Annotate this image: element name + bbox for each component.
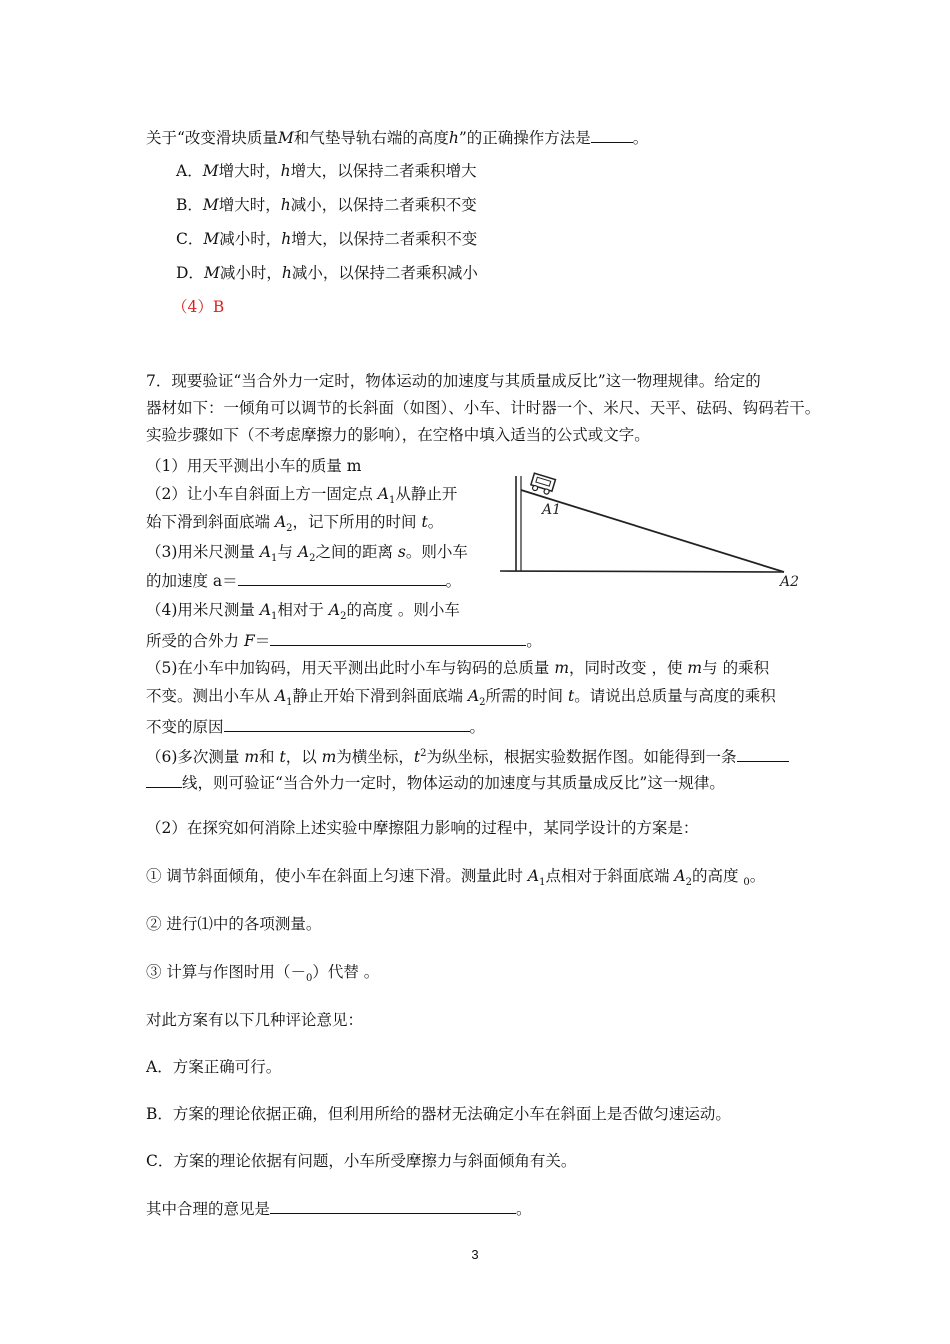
- q6-option-a: A．M增大时，h增大，以保持二者乘积增大: [176, 162, 477, 180]
- q7-intro-line3: 实验步骤如下（不考虑摩擦力的影响），在空格中填入适当的公式或文字。: [146, 426, 650, 444]
- comment-b: B．方案的理论依据正确，但利用所给的器材无法确定小车在斜面上是否做匀速运动。: [146, 1105, 731, 1123]
- q6-option-d: D．M减小时，h减小，以保持二者乘积减小: [176, 264, 478, 282]
- line-type-blank-part1: [737, 746, 789, 762]
- q6-stem: 关于“改变滑块质量M和气垫导轨右端的高度h”的正确操作方法是 。: [146, 129, 649, 147]
- final-question: 其中合理的意见是 。: [146, 1200, 532, 1218]
- final-answer-blank: [270, 1198, 516, 1214]
- step-6-line2: 线，则可验证“当合外力一定时，物体运动的加速度与其质量成反比”这一规律。: [146, 772, 725, 793]
- q6-option-c: C．M减小时，h增大，以保持二者乘积不变: [176, 230, 478, 248]
- step-2-line1: （2）让小车自斜面上方一固定点 $A_1$从静止开: [146, 485, 458, 507]
- step-4-line1: （4)用米尺测量 $A_1$相对于 $A_2$的高度 。则小车: [146, 601, 460, 623]
- q7-intro-line2: 器材如下：一倾角可以调节的长斜面（如图）、小车、计时器一个、米尺、天平、砝码、钩码若干。: [146, 399, 821, 417]
- plan-step-2: ② 进行⑴中的各项测量。: [146, 915, 322, 933]
- part-2-intro: （2）在探究如何消除上述实验中摩擦阻力影响的过程中，某同学设计的方案是：: [146, 819, 699, 837]
- label-a1: A1: [542, 502, 562, 518]
- incline-figure: [494, 468, 804, 590]
- cart-icon: [530, 473, 556, 495]
- comment-c: C．方案的理论依据有问题，小车所受摩擦力与斜面倾角有关。: [146, 1152, 577, 1170]
- q7-intro-line1: 7．现要验证“当合外力一定时，物体运动的加速度与其质量成反比”这一物理规律。给定的: [146, 372, 761, 390]
- page-number: 3: [471, 1247, 479, 1262]
- step-5-line3: 不变的原因 。: [146, 718, 486, 736]
- line-type-blank-part2: [146, 772, 182, 788]
- q6-answer: （4）B: [172, 298, 225, 316]
- answer-blank: [591, 127, 633, 143]
- step-2-line2: 始下滑到斜面底端 $A_2$，记下所用的时间 t。: [146, 513, 444, 535]
- force-blank: [270, 630, 526, 646]
- step-6-line1: （6)多次测量 m和 t，以 m为横坐标，$t^2$为纵坐标，根据实验数据作图。如能得到一条: [146, 744, 789, 767]
- step-3-line1: （3)用米尺测量 $A_1$与 $A_2$之间的距离 s。则小车: [146, 543, 468, 565]
- ground-line: [500, 571, 784, 572]
- plan-step-3: ③ 计算与作图时用$(-_0)$代替 。: [146, 963, 380, 985]
- step-3-line2: 的加速度 a＝ 。: [146, 572, 462, 590]
- step-1: （1）用天平测出小车的质量 m: [146, 457, 362, 475]
- step-4-line2: 所受的合外力 F＝ 。: [146, 632, 542, 650]
- acceleration-blank: [238, 570, 446, 586]
- comments-intro: 对此方案有以下几种评论意见：: [146, 1011, 364, 1029]
- step-5-line2: 不变。测出小车从 $A_1$静止开始下滑到斜面底端 $A_2$所需的时间 t。请说出总质量与高度的乘积: [146, 687, 776, 709]
- reason-blank: [224, 716, 470, 732]
- plan-step-1: ① 调节斜面倾角，使小车在斜面上匀速下滑。测量此时 $A_1$点相对于斜面底端 $A_2$的高度 $_0$。: [146, 867, 766, 889]
- comment-a: A．方案正确可行。: [146, 1058, 282, 1076]
- step-5-line1: （5)在小车中加钩码，用天平测出此时小车与钩码的总质量 m，同时改变 ，使 m与 的乘积: [146, 659, 770, 677]
- label-a2: A2: [780, 574, 800, 590]
- q6-option-b: B．M增大时，h减小，以保持二者乘积不变: [176, 196, 477, 214]
